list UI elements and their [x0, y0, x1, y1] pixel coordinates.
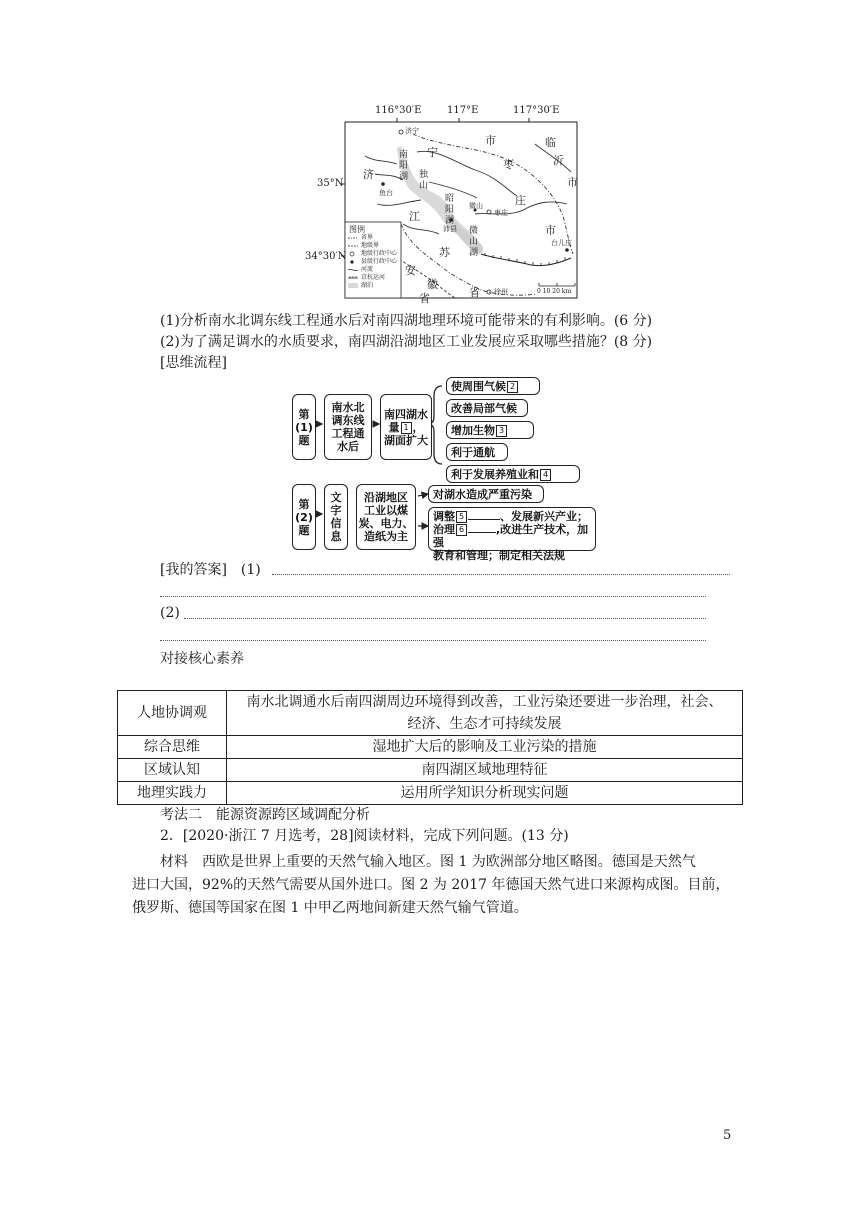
answer-line-1b[interactable] — [160, 596, 706, 597]
region-label: 市 — [485, 134, 496, 147]
measure-line — [433, 523, 591, 549]
city-label: 徐州 — [494, 288, 508, 296]
city-label: 微山 — [469, 202, 483, 210]
tag-text: 第 — [298, 407, 310, 421]
lake-char: 微 — [469, 226, 479, 236]
outcome-text: 利于通航 — [451, 446, 495, 459]
q1-tag-box — [292, 394, 316, 460]
legend-item: 省界 — [361, 234, 374, 241]
box-text: 量 — [388, 420, 400, 434]
region-label: 苏 — [439, 246, 450, 259]
scale-label: 0 10 20 km — [537, 288, 572, 295]
legend — [361, 234, 397, 290]
measure-text: 治理 — [433, 523, 455, 536]
region-label: 枣 — [503, 158, 514, 171]
region-label: 安 — [405, 264, 416, 277]
outcome-text: 利于发展养殖业和 — [451, 468, 539, 481]
table-row — [118, 736, 743, 759]
answer-line-1a[interactable] — [272, 574, 730, 575]
region-label: 宁 — [427, 146, 438, 159]
legend-item: 京杭运河 — [361, 274, 386, 281]
box-text: 造纸为主 — [364, 530, 408, 543]
q2-outcome-pollution — [428, 485, 544, 503]
table-cell-value: 南四湖区域地理特征 — [227, 759, 743, 782]
region-label: 省 — [419, 292, 430, 305]
blank-number: 2 — [507, 381, 518, 393]
lake-char: 山 — [469, 237, 479, 247]
blank-number: 6 — [456, 524, 467, 536]
lake-char: 南 — [399, 150, 409, 160]
city-label: 枣庄 — [494, 209, 508, 217]
answer-blank — [468, 523, 496, 533]
blank-number: 4 — [540, 469, 551, 481]
city-label: 沛县 — [443, 225, 457, 233]
region-label: 市 — [545, 224, 556, 237]
blank-number: 1 — [401, 422, 412, 434]
region-label: 市 — [567, 176, 578, 189]
core-literacy-table — [117, 690, 743, 805]
region-label: 庄 — [515, 194, 526, 207]
legend-item: 县级行政中心 — [361, 258, 398, 265]
box-text: 信 — [330, 517, 342, 530]
region-label: 沂 — [553, 154, 564, 167]
box-text — [389, 421, 424, 434]
box-text: 沿湖地区 — [364, 491, 408, 504]
answer-blank — [468, 510, 500, 520]
lake-char: 阳 — [445, 205, 455, 215]
city-label: 鱼台 — [379, 189, 393, 197]
tag-text: 题 — [298, 433, 310, 447]
box-text: 息 — [330, 530, 342, 543]
lake-char: 湖 — [469, 248, 479, 258]
lat-label: 34°30′N — [305, 251, 347, 262]
region-label: 徽 — [427, 278, 438, 291]
outcome-text: 改善局部气候 — [451, 402, 517, 415]
q1-outcome — [446, 443, 508, 461]
q1-outcome — [446, 421, 534, 439]
table-cell-key: 地理实践力 — [118, 782, 227, 805]
region-label: 济 — [363, 168, 374, 181]
q1-outcome — [446, 399, 528, 417]
region-label: 省 — [469, 286, 480, 299]
question-1: (1)分析南水北调东线工程通水后对南四湖地理环境可能带来的有利影响。(6 分) — [160, 313, 653, 329]
blank-number: 3 — [496, 425, 507, 437]
question-heading: 2．[2020·浙江 7 月选考，28]阅读材料，完成下列问题。(13 分) — [160, 828, 569, 844]
blank-number: 5 — [456, 511, 467, 523]
lake-char: 湖 — [445, 216, 455, 226]
legend-item: 湖泊 — [361, 282, 374, 289]
legend-item: 河流 — [361, 266, 374, 273]
box-text: 湖面扩大 — [384, 433, 428, 447]
box-text: 南四湖水 — [384, 407, 428, 421]
lake-label — [469, 226, 479, 259]
table-cell-value — [227, 691, 743, 736]
lake-label — [419, 170, 429, 192]
q2-tag-box — [292, 484, 316, 550]
q2-industry-box — [356, 484, 416, 550]
city-label: 济宁 — [405, 127, 419, 135]
lon-label: 117°E — [447, 105, 479, 116]
lake-map — [305, 104, 580, 304]
table-cell-value: 湿地扩大后的影响及工业污染的措施 — [227, 736, 743, 759]
box-text: 调东线 — [331, 414, 365, 427]
lake-label — [399, 150, 409, 183]
box-text: 南水北 — [331, 401, 365, 414]
lake-label — [445, 194, 455, 227]
box-text: 水后 — [337, 440, 359, 453]
question-2: (2)为了满足调水的水质要求，南四湖沿湖地区工业发展应采取哪些措施？(8 分) — [160, 334, 653, 350]
lon-label: 117°30′E — [513, 105, 560, 116]
box-text: ， — [412, 420, 424, 434]
table-row — [118, 782, 743, 805]
table-row — [118, 691, 743, 736]
box-text: 字 — [330, 504, 342, 517]
outcome-text: 增加生物 — [451, 424, 495, 437]
legend-item: 地级界 — [361, 242, 380, 249]
measure-text: 教育和管理；制定相关法规 — [433, 549, 565, 562]
material-line-2: 进口大国，92%的天然气需要从国外进口。图 2 为 2017 年德国天然气进口来源构成图。目前， — [132, 877, 730, 893]
measure-text: 、发展新兴产业； — [500, 510, 588, 523]
tag-text: 第 — [298, 497, 310, 511]
lake-char: 山 — [419, 181, 429, 191]
measure-text: ,改进生产技术，加强 — [433, 523, 589, 549]
region-label: 江 — [409, 210, 420, 223]
table-row — [118, 759, 743, 782]
table-cell-value: 运用所学知识分析现实问题 — [227, 782, 743, 805]
tag-text: (1) — [295, 420, 313, 434]
table-cell-key: 区域认知 — [118, 759, 227, 782]
measure-text: 调整 — [433, 510, 455, 523]
tag-text: 题 — [298, 523, 310, 537]
answer-label-2: (2) — [160, 605, 180, 621]
q1-condition-box — [324, 394, 372, 460]
table-cell-key: 综合思维 — [118, 736, 227, 759]
flow-label: [思维流程] — [160, 355, 227, 371]
tag-text: (2) — [295, 510, 313, 524]
legend-title: 图例 — [349, 225, 365, 234]
q2-info-box — [324, 484, 348, 550]
lon-label: 116°30′E — [375, 105, 422, 116]
material-line-3: 俄罗斯、德国等国家在图 1 中甲乙两地间新建天然气输气管道。 — [132, 900, 528, 916]
lake-char: 阳 — [399, 161, 409, 171]
material-line-1: 材料 西欧是世界上重要的天然气输入地区。图 1 为欧洲部分地区略图。德国是天然气 — [160, 854, 696, 870]
measure-line — [433, 510, 591, 523]
core-title: 对接核心素养 — [160, 651, 244, 667]
lake-char: 独 — [419, 170, 429, 180]
box-text: 工程通 — [331, 427, 365, 440]
cell-line: 南水北调通水后南四湖周边环境得到改善，工业污染还要进一步治理，社会、 — [246, 694, 723, 710]
lake-char: 湖 — [399, 172, 409, 182]
box-text: 文 — [330, 491, 342, 504]
region-label: 临 — [545, 136, 556, 149]
outcome-text: 对湖水造成严重污染 — [433, 488, 532, 501]
answer-line-2b[interactable] — [160, 640, 706, 641]
outcome-text: 使周围气候 — [451, 380, 506, 393]
table-cell-key: 人地协调观 — [118, 691, 227, 736]
q2-outcome-measures — [428, 507, 596, 562]
answer-line-2a[interactable] — [184, 618, 706, 619]
page-number: 5 — [723, 1128, 732, 1143]
lat-label: 35°N — [317, 178, 344, 189]
lake-char: 昭 — [445, 194, 455, 204]
cell-line: 经济、生态才可持续发展 — [407, 716, 562, 732]
section-heading: 考法二 能源资源跨区域调配分析 — [160, 807, 370, 823]
box-text: 工业以煤 — [364, 504, 408, 517]
q1-effect-box — [380, 394, 432, 460]
q1-outcome — [446, 465, 580, 483]
city-label: 台儿庄 — [551, 239, 572, 247]
q1-outcome — [446, 377, 540, 395]
answer-label: [我的答案] (1) — [160, 562, 261, 578]
box-text: 炭、电力、 — [358, 517, 414, 530]
legend-item: 地级行政中心 — [361, 250, 398, 257]
